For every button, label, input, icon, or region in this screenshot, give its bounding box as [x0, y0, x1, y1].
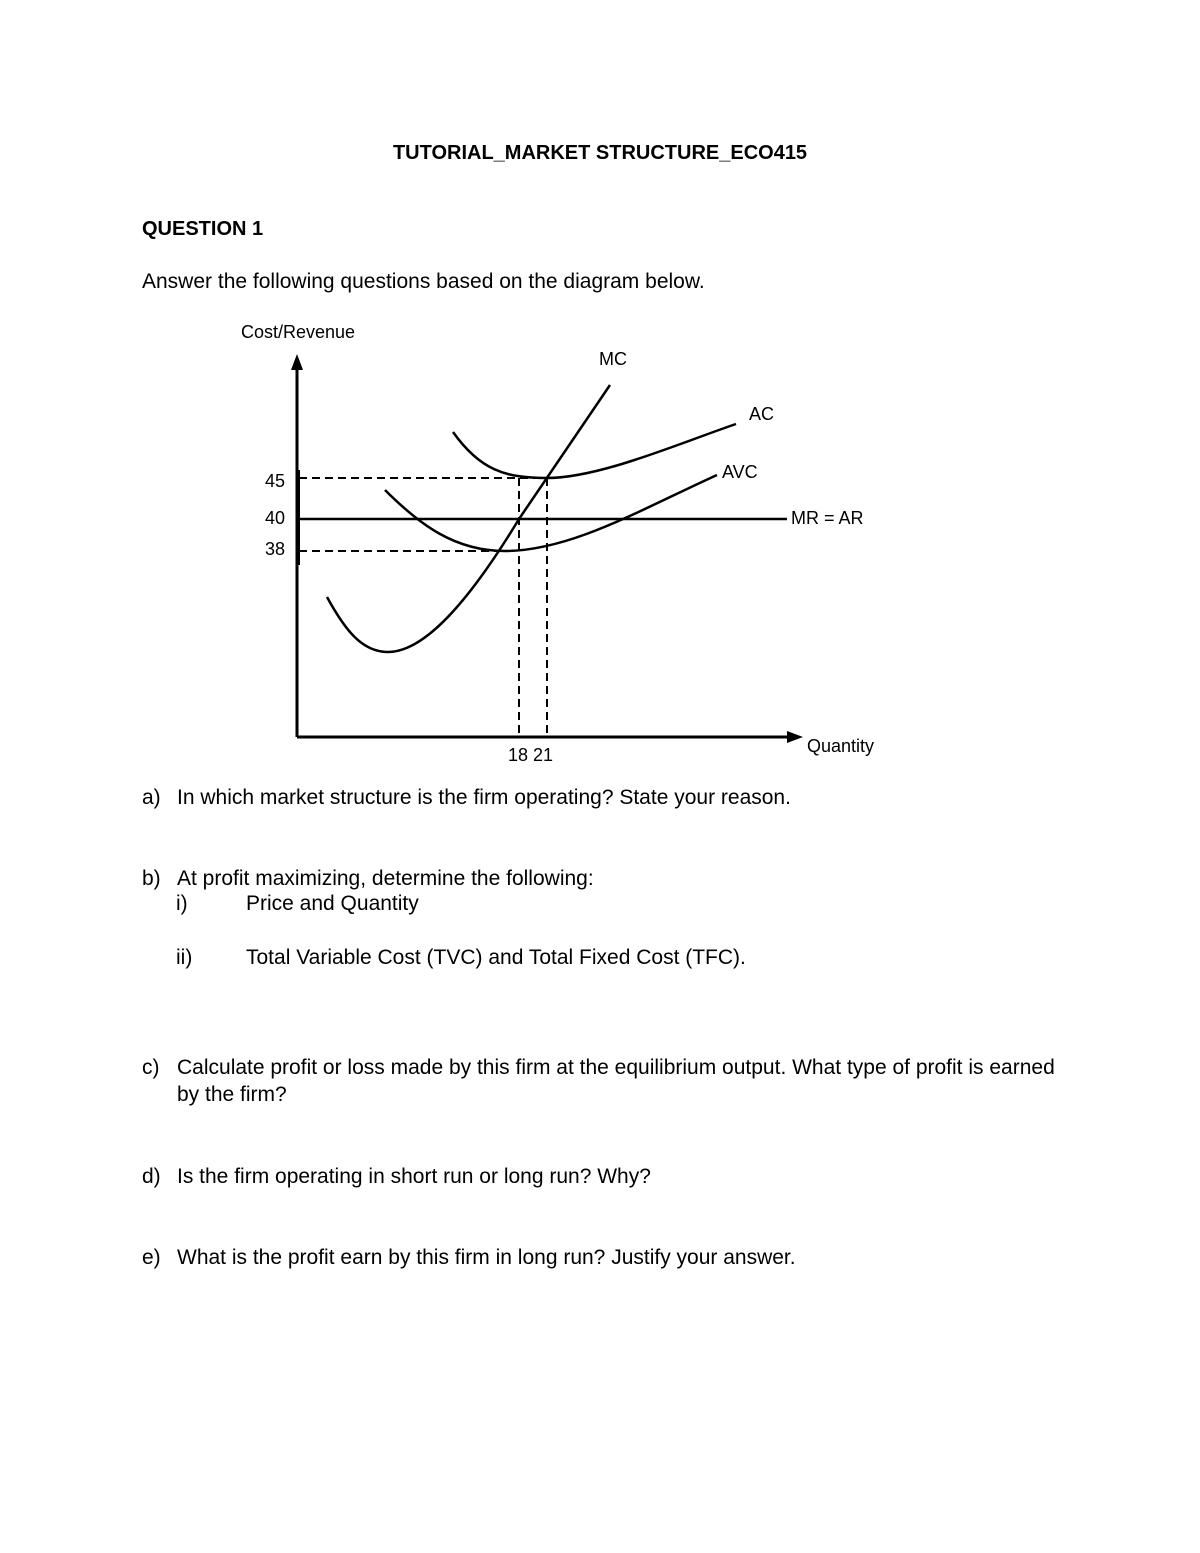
question-a-text: In which market structure is the firm operating? State your reason.	[177, 786, 791, 809]
question-e-label: e)	[142, 1246, 161, 1269]
question-d-text: Is the firm operating in short run or long run? Why?	[177, 1165, 651, 1188]
question-c	[142, 1054, 1082, 1108]
question-a	[142, 784, 1082, 811]
ac-label: AC	[749, 404, 775, 424]
y-tick-38: 38	[265, 539, 286, 559]
subquestion-ii-label: ii)	[176, 946, 193, 969]
x-axis-arrowhead	[787, 731, 803, 743]
avc-label: AVC	[722, 462, 758, 482]
ac-curve	[453, 424, 736, 478]
y-tick-40: 40	[265, 508, 286, 528]
question-c-text: Calculate profit or loss made by this firm at the equilibrium output. What type of profit is earned by the firm?	[177, 1056, 1055, 1106]
subquestion-i-text: Price and Quantity	[246, 892, 419, 915]
mc-label: MC	[599, 349, 627, 369]
y-axis-arrowhead	[291, 354, 303, 370]
question-d-label: d)	[142, 1165, 161, 1188]
question-b-label: b)	[142, 867, 161, 890]
y-axis-label: Cost/Revenue	[241, 322, 356, 342]
x-tick-labels: 18 21	[508, 745, 554, 765]
subquestion-ii-text: Total Variable Cost (TVC) and Total Fixed Cost (TFC).	[246, 946, 746, 969]
question-b	[142, 865, 1082, 892]
question-a-label: a)	[142, 786, 161, 809]
question-heading: QUESTION 1	[142, 218, 264, 240]
question-b-text: At profit maximizing, determine the following:	[177, 867, 594, 890]
avc-curve	[385, 475, 717, 551]
question-c-label: c)	[142, 1056, 160, 1079]
question-d	[142, 1163, 1082, 1190]
document-title: TUTORIAL_MARKET STRUCTURE_ECO415	[392, 142, 808, 164]
mr-ar-label: MR = AR	[791, 508, 864, 528]
question-intro: Answer the following questions based on the diagram below.	[142, 270, 705, 293]
question-e-text: What is the profit earn by this firm in long run? Justify your answer.	[177, 1246, 796, 1269]
question-e	[142, 1244, 1082, 1271]
subquestion-i-label: i)	[176, 892, 188, 915]
y-tick-45: 45	[265, 471, 286, 491]
x-axis-label: Quantity	[807, 736, 875, 756]
